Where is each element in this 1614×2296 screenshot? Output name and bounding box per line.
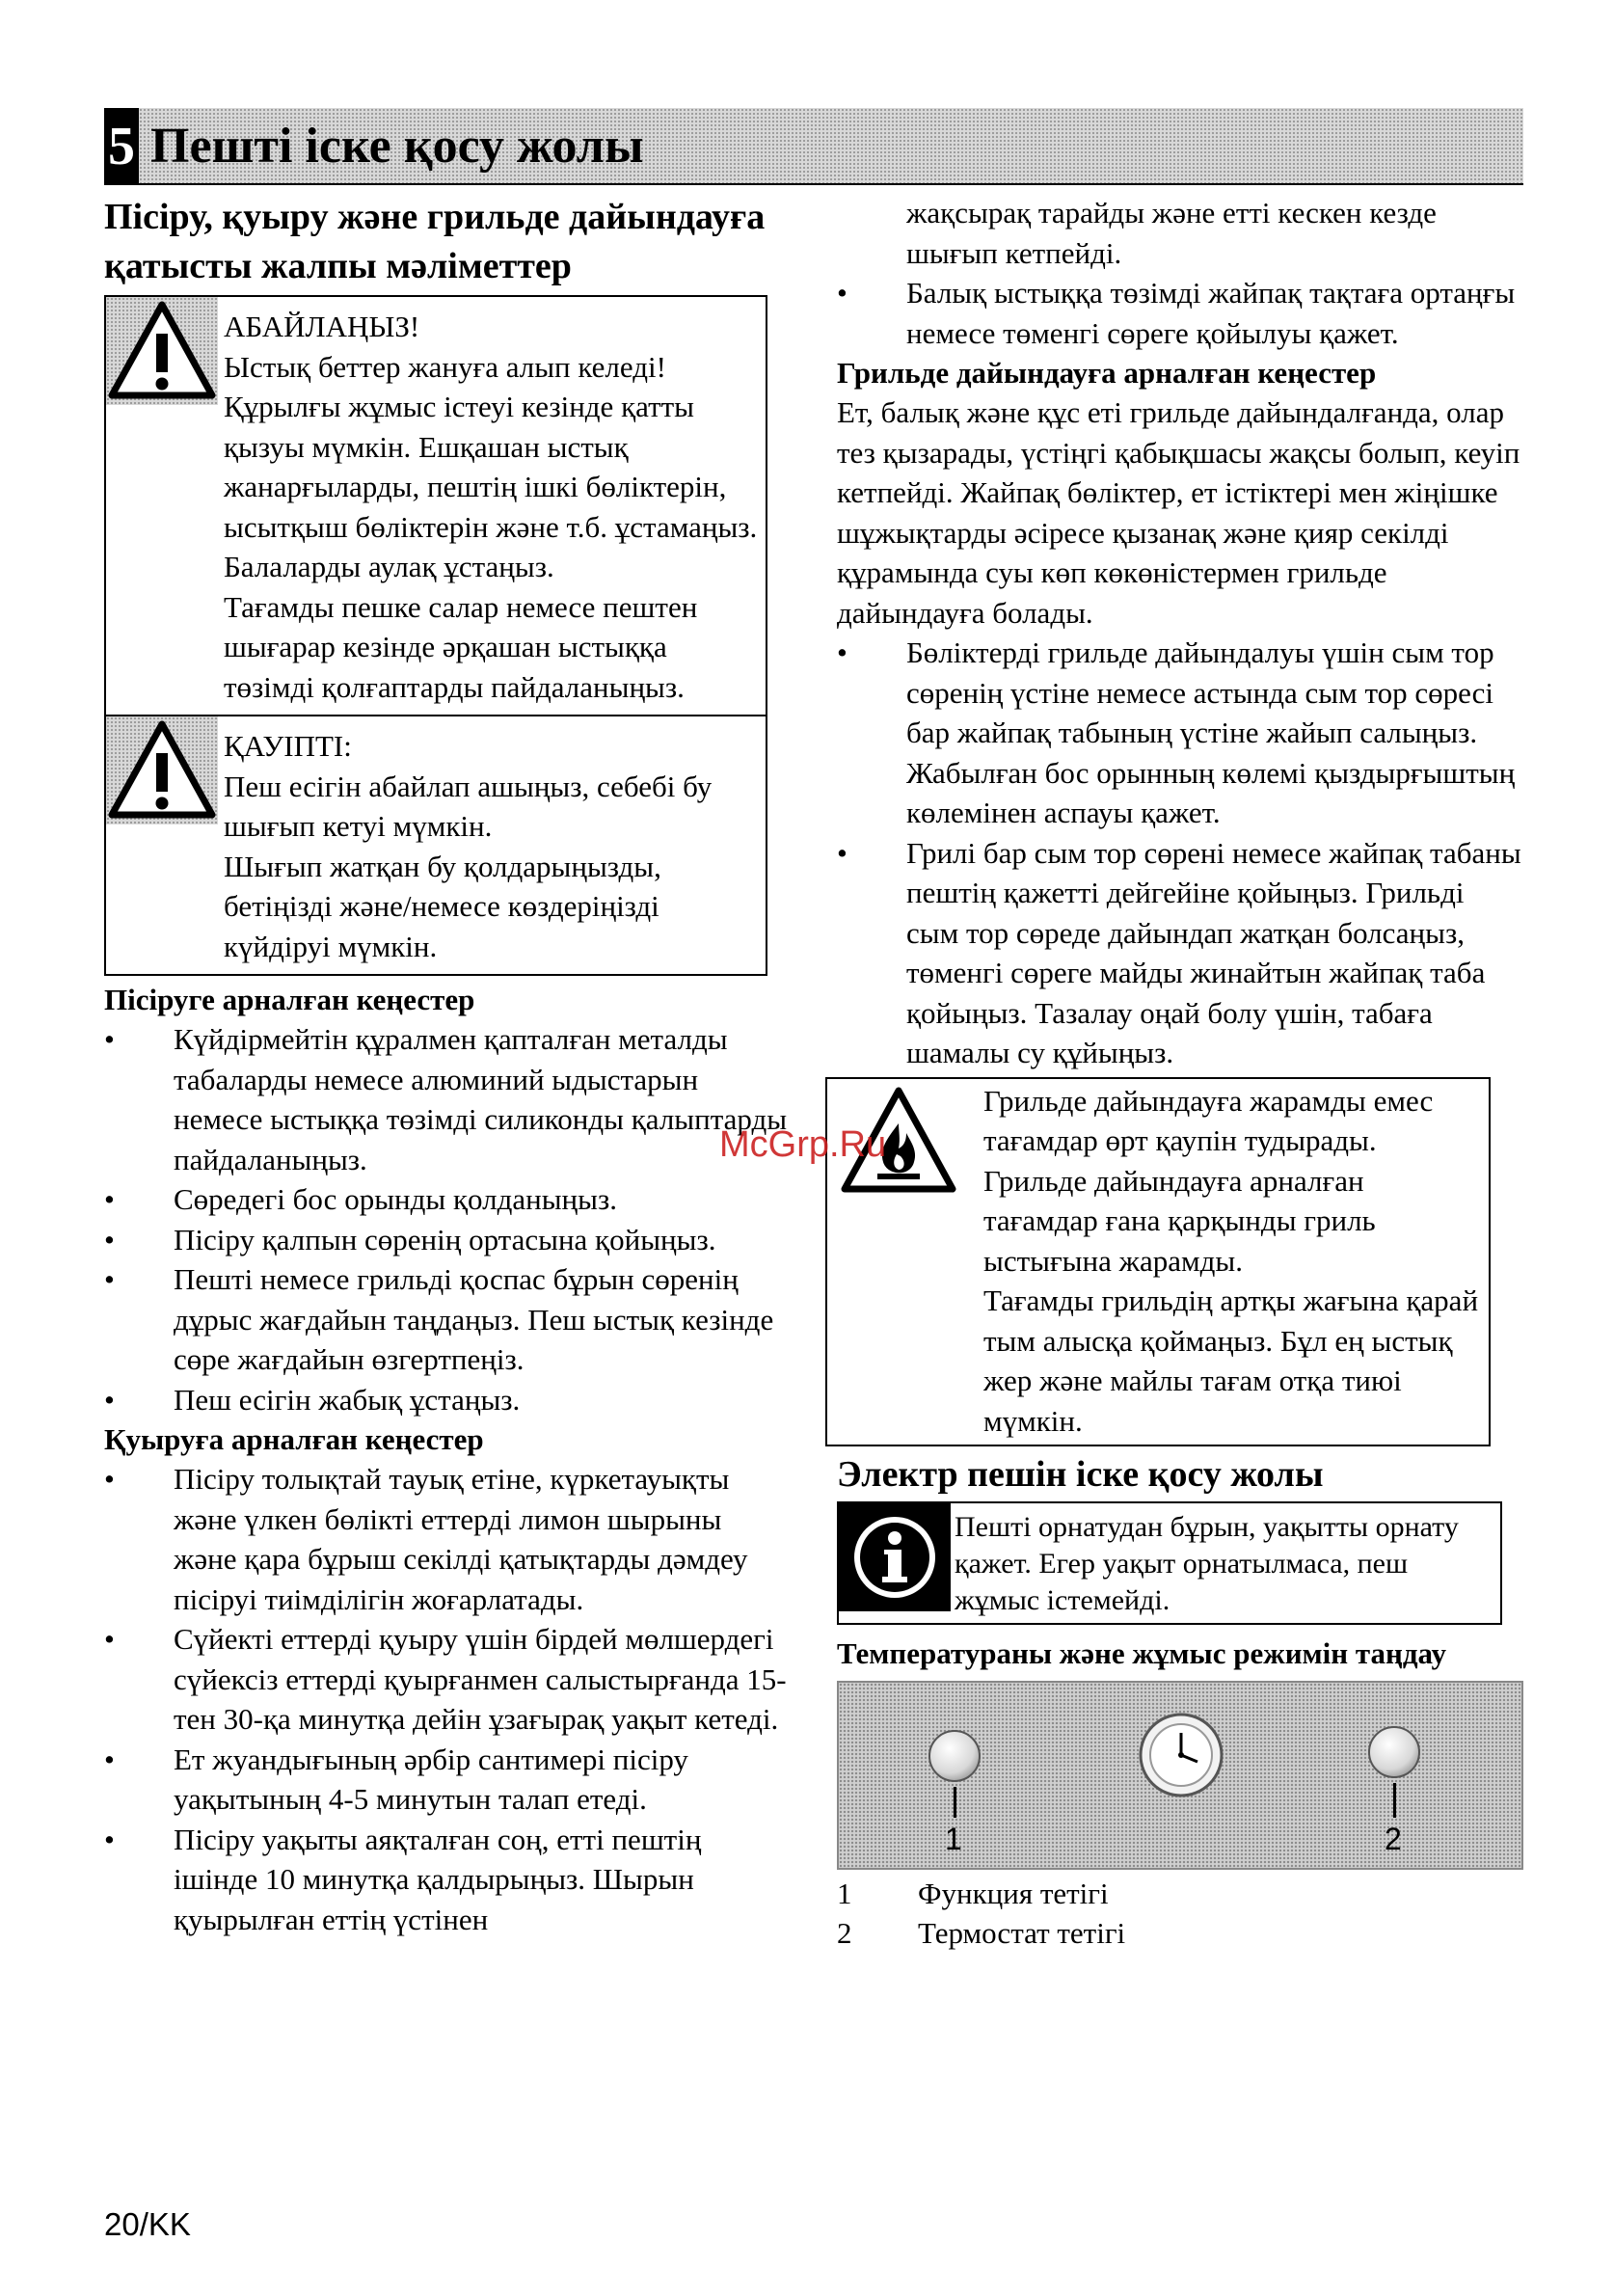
temperature-heading: Температураны және жұмыс режимін таңдау <box>837 1636 1446 1670</box>
fire-warning-line: Грильде дайындауға жарамды емес тағамдар өрт қаупін тудырады. Грильде дайындауға арналған тағамдар ғана қарқынды гриль ыстығына жарамды. <box>983 1083 1434 1278</box>
legend-number: 2 <box>837 1916 852 1950</box>
caution-line: Құрылғы жұмыс істеуі кезінде қатты қызуы мүмкін. Ешқашан ыстық жанарғыларды, пештің ішкі бөліктерін, ысытқыш бөліктерін және т.б. ұстамаңыз. Балаларды аулақ ұстаңыз. <box>224 390 758 583</box>
danger-line: Пеш есігін абайлап ашыңыз, себебі бу шығып кетуі мүмкін. <box>224 769 713 843</box>
list-item: • Пеш есігін жабық ұстаңыз. <box>104 1380 789 1420</box>
fish-tip-list <box>837 273 1523 353</box>
warning-icon <box>106 297 218 405</box>
info-text: Пешті орнатудан бұрын, уақытты орнату қажет. Егер уақыт орнатылмаса, пеш жұмыс істемейді. <box>955 1511 1459 1616</box>
right-column <box>837 193 1523 1953</box>
clock-timer <box>1138 1712 1224 1798</box>
control-panel-illustration <box>837 1681 1523 1870</box>
list-item: • Ет жуандығының әрбір сантимері пісіру уақытының 4-5 минутын талап етеді. <box>104 1740 789 1820</box>
legend <box>837 1874 1523 1953</box>
function-knob <box>928 1729 982 1783</box>
electric-oven-heading: Электр пешін іске қосу жолы <box>837 1454 1324 1495</box>
warning-icon <box>106 716 218 824</box>
grill-heading: Грильде дайындауға арналған кеңестер <box>837 356 1377 390</box>
caution-box <box>104 295 767 716</box>
roasting-tips-list <box>104 1459 789 1939</box>
list-item: • Күйдірмейтін құралмен қапталған металды табаларды немесе алюминий ыдыстарын немесе ыстыққа төзімді силиконды қалыптарды пайдаланыңыз. <box>104 1019 789 1179</box>
caution-title: АБАЙЛАҢЫЗ! <box>224 310 420 343</box>
list-item: • Сөредегі бос орынды қолданыңыз. <box>104 1179 789 1220</box>
legend-label: Функция тетігі <box>918 1877 1109 1910</box>
legend-label: Термостат тетігі <box>918 1916 1126 1950</box>
callout-label-1: 1 <box>945 1822 962 1856</box>
caution-line: Ыстық беттер жануға алып келеді! <box>224 349 666 384</box>
baking-heading: Пісіруге арналған кеңестер <box>104 983 475 1016</box>
list-item: • Пісіру толықтай тауық етіне, күркетауықты және үлкен бөлікті еттерді лимон шырыны және қара бұрыш секілді қатықтарды дәмдеу пісіруі тиімділігін жоғарлатады. <box>104 1459 789 1619</box>
grill-tips-list <box>837 633 1523 1073</box>
legend-number: 1 <box>837 1877 852 1910</box>
legend-row <box>837 1913 1523 1953</box>
list-item: • Бөліктерді грильде дайындалуы үшін сым тор сөренің үстіне немесе астында сым тор сөресі бар жайпақ табының үстіне жайып салыңыз. Жабылған бос орынның көлемі қыздырғыштың көлемінен аспауы қажет. <box>837 633 1523 833</box>
fire-warning-line: Тағамды грильдің артқы жағына қарай тым алысқа қоймаңыз. Бұл ең ыстық жер және майлы тағам отқа тиюі мүмкін. <box>983 1283 1479 1438</box>
caution-line: Тағамды пешке салар немесе пештен шығарар кезінде әрқашан ыстыққа төзімді қолғаптарды пайдаланыңыз. <box>224 589 698 704</box>
page-number: 20/KK <box>104 2206 191 2242</box>
callout-line <box>1393 1783 1396 1818</box>
danger-line: Шығып жатқан бу қолдарыңызды, бетіңізді және/немесе көздеріңізді күйдіруі мүмкін. <box>224 849 661 963</box>
watermark: McGrp.Ru <box>719 1124 887 1165</box>
callout-line <box>954 1787 956 1818</box>
general-info-heading: Пісіру, қуыру және грильде дайындауға қатысты жалпы мәліметтер <box>104 197 766 286</box>
info-icon <box>839 1503 951 1611</box>
legend-row <box>837 1874 1523 1913</box>
grill-intro: Ет, балық және құс еті грильде дайындалғанда, олар тез қызарады, үстіңгі қабықшасы жақсы болып, кеуіп кетпейді. Жайпақ бөліктер, ет істіктері мен жіңішке шұжықтарды әсіресе қызанақ және қияр секілді құрамында суы көп көкөністермен грильде дайындауға болады. <box>837 395 1520 630</box>
thermostat-knob <box>1367 1725 1421 1779</box>
list-item: • Пісіру қалпын сөренің ортасына қойыңыз. <box>104 1220 789 1260</box>
section-number: 5 <box>104 108 139 185</box>
list-item: • Сүйекті еттерді қуыру үшін бірдей мөлшердегі сүйексіз еттерді қуырғанмен салыстырғанда 15-тен 30-қа минутқа дейін ұзағырақ уақыт кетеді. <box>104 1619 789 1740</box>
continuation-text: жақсырақ тарайды және етті кескен кезде шығып кетпейді. <box>906 196 1437 270</box>
list-item: • Пешті немесе грильді қоспас бұрын сөренің дұрыс жағдайын таңдаңыз. Пеш ыстық кезінде сөре жағдайын өзгертпеңіз. <box>104 1259 789 1380</box>
section-title: Пешті іске қосу жолы <box>150 119 644 174</box>
roasting-heading: Қуыруға арналған кеңестер <box>104 1422 484 1456</box>
danger-box <box>104 716 767 976</box>
callout-label-2: 2 <box>1385 1822 1402 1856</box>
list-item: • Грилі бар сым тор сөрені немесе жайпақ табаны пештің қажетті дейгейіне қойыңыз. Грильді сым тор сөреде дайындап жатқан болсаңыз, төменгі сөреге майды жинайтын жайпақ таба қойыңыз. Тазалау оңай болу үшін, табаға шамалы су құйыңыз. <box>837 833 1523 1073</box>
fire-warning-box <box>825 1077 1491 1447</box>
danger-title: ҚАУІПТІ: <box>224 729 352 763</box>
list-item: • Пісіру уақыты аяқталған соң, етті пештің ішінде 10 минутқа қалдырыңыз. Шырын қуырылған еттің үстінен <box>104 1820 789 1940</box>
left-column <box>104 193 789 1939</box>
baking-tips-list <box>104 1019 789 1419</box>
info-box <box>837 1501 1502 1625</box>
list-item: • Балық ыстыққа төзімді жайпақ тақтаға ортаңғы немесе төменгі сөреге қойылуы қажет. <box>837 273 1523 353</box>
